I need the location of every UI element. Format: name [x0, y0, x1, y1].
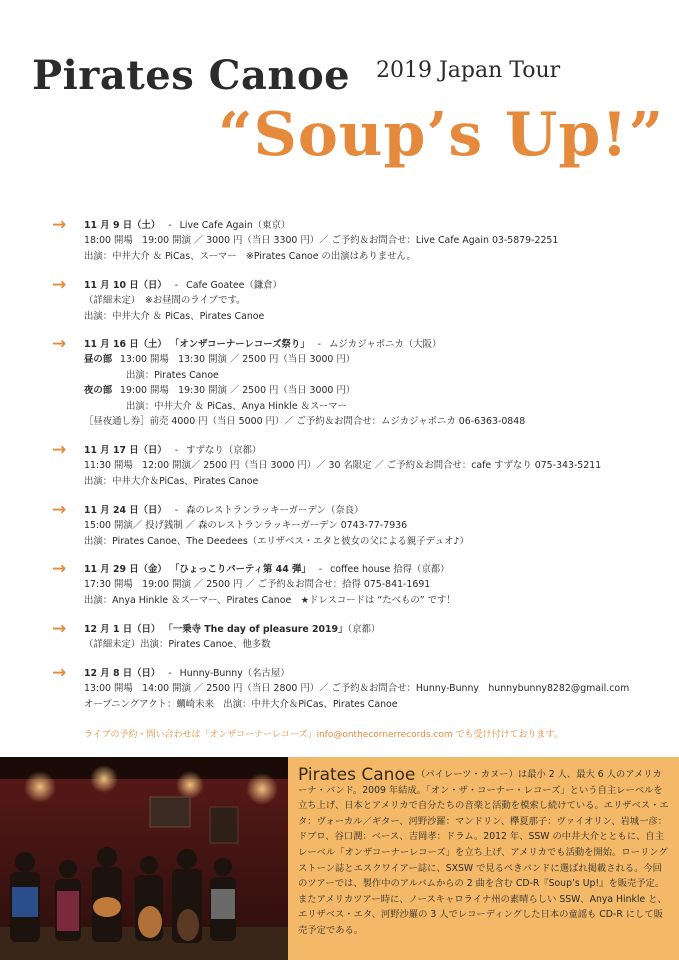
- event-name: 「一乗寺 The day of pleasure 2019」: [163, 624, 348, 635]
- band-profile: [288, 757, 679, 960]
- separator: -: [168, 668, 172, 679]
- event-line: 13:00 開場 13:30 開演 ／ 2500 円（当日 3000 円）: [120, 354, 356, 366]
- night-session-label: 夜の部: [84, 385, 113, 397]
- event-date: 12 月 1 日（日）: [84, 624, 161, 635]
- event-venue: Cafe Goatee（鎌倉）: [186, 280, 282, 291]
- event-line: 出演：中井大介 ＆ PiCas、Pirates Canoe: [84, 310, 265, 322]
- event-line: 13:00 開場 14:00 開演 ／ 2500 円（当日 2800 円）／ ご予約＆お問合せ：Hunny-Bunny hunnybunny8282@gmail.com: [84, 683, 630, 695]
- event-date: 11 月 24 日（日）: [84, 505, 167, 516]
- event-venue: すずなり（京都）: [186, 445, 262, 456]
- arrow-icon: →: [52, 440, 67, 460]
- event-line: ［昼夜通し券］前売 4000 円（当日 5000 円）／ ご予約＆お問合せ：ムジカジャポニカ 06-6363-0848: [84, 416, 526, 428]
- event-venue: （京都）: [347, 624, 381, 635]
- event-date: 12 月 8 日（日）: [84, 668, 161, 679]
- event-line: 出演：Pirates Canoe、The Deedees（エリザベス・エタと彼女の父による親子デュオ♪）: [84, 535, 469, 547]
- event-date: 11 月 17 日（日）: [84, 445, 167, 456]
- event-venue: Live Cafe Again（東京）: [179, 220, 291, 231]
- event-line: オープニングアクト：蠣崎未来 出演：中井大介＆PiCas、Pirates Canoe: [84, 698, 398, 710]
- arrow-icon: →: [52, 619, 67, 639]
- event-line: 出演：中井大介 ＆ PiCas、Anya Hinkle ＆スーマー: [126, 400, 347, 412]
- profile-title: Pirates Canoe: [298, 765, 416, 785]
- event-date: 11 月 29 日（金）: [84, 564, 167, 575]
- event-line: 出演：Pirates Canoe: [126, 369, 219, 381]
- separator: -: [174, 445, 179, 456]
- arrow-icon: →: [52, 500, 67, 520]
- event-line: 出演：中井大介 ＆ PiCas、スーマー ※Pirates Canoe の出演はありません。: [84, 250, 416, 262]
- event-line: （詳細未定） ※お昼間のライブです。: [84, 295, 246, 307]
- profile-text: （パイレーツ・カヌー）は最小 2 人、最大 6 人のアメリカーナ・バンド。2009 年結成。「オン・ザ・コーナー・レコーズ」という自主レーベルを立ち上げ、日本とアメリカで自分たちの音楽と活動を模索し続けている。エリザベス・エタ：ヴォーカル／ギター、河野沙羅：マンドリン、欅夏那子：ヴァイオリン、岩城一彦：ドブロ、谷口潤：ベース、吉岡孝：ドラム。2012 年、SSW の中井大介とともに、自主レーベル「オンザコーナーレコーズ」を立ち上げ、アメリカでも活動を開始。ローリングストーン誌とエスクワイアー誌に、SXSW で見るべきバンドに選ばれ掲載される。今回のツアーでは、製作中のアルバムからの 2 曲を含む CD-R『Soup’s Up!』を販売予定。またアメリカツアー時に、ノースキャロライナ州の素晴らしい SSW、Anya Hinkle と、エリザベス・エタ、河野沙羅の 3 人でレコーディングした日本の童謡も CD-R にして販売予定である。: [298, 769, 669, 936]
- tour-title: “Soup’s Up!”: [218, 100, 665, 170]
- separator: -: [174, 280, 179, 291]
- separator: -: [174, 505, 179, 516]
- arrow-icon: →: [52, 663, 67, 683]
- event-venue: coffee house 拾得（京都）: [330, 564, 450, 575]
- event-line: 18:00 開場 19:00 開演 ／ 3000 円（当日 3300 円）／ ご予約＆お問合せ：Live Cafe Again 03-5879-2251: [84, 235, 559, 247]
- event-line: 17:30 開場 19:00 開演 ／ 2500 円 ／ ご予約＆お問合せ：拾得 075-841-1691: [84, 579, 431, 591]
- arrow-icon: →: [52, 215, 67, 235]
- arrow-icon: →: [52, 559, 67, 579]
- separator: -: [317, 339, 322, 350]
- band-photo-illustration: [0, 757, 288, 960]
- day-session-label: 昼の部: [84, 354, 113, 366]
- contact-note: ライブの予約・問い合わせは「オンザコーナーレコーズ」info@onthecornerrecords.com でも受け付けております。: [84, 730, 563, 740]
- band-name: Pirates Canoe: [32, 52, 351, 99]
- event-date: 11 月 9 日（土）: [84, 220, 161, 231]
- event-venue: Hunny-Bunny（名古屋）: [179, 668, 290, 679]
- event-line: 11:30 開場 12:00 開演／ 2500 円（当日 3000 円）／ 30 名限定 ／ ご予約＆お問合せ：cafe すずなり 075-343-5211: [84, 460, 602, 472]
- event-date: 11 月 16 日（土）: [84, 339, 167, 350]
- band-photo: [0, 757, 288, 960]
- event-venue: ムジカジャポニカ（大阪）: [329, 339, 442, 350]
- header: [0, 0, 679, 215]
- separator: -: [168, 220, 172, 231]
- event-line: 19:00 開場 19:30 開演 ／ 2500 円（当日 3000 円）: [120, 385, 356, 397]
- event-venue: 森のレストランラッキーガーデン（奈良）: [186, 505, 364, 516]
- tour-subtitle: 2019 Japan Tour: [376, 58, 561, 83]
- event-line: （詳細未定）出演：Pirates Canoe、他多数: [84, 639, 271, 651]
- separator: -: [318, 564, 323, 575]
- arrow-icon: →: [52, 334, 67, 354]
- event-date: 11 月 10 日（日）: [84, 280, 167, 291]
- event-name: 「オンザコーナーレコーズ祭り」: [170, 339, 310, 350]
- event-line: 出演：中井大介＆PiCas、Pirates Canoe: [84, 475, 259, 487]
- event-name: 「ひょっこりパーティ第 44 弾」: [170, 564, 311, 575]
- event-line: 15:00 開演／ 投げ銭制 ／ 森のレストランラッキーガーデン 0743-77-7936: [84, 520, 408, 532]
- arrow-icon: →: [52, 275, 67, 295]
- event-line: 出演：Anya Hinkle ＆スーマー、Pirates Canoe ★ドレスコードは “たべもの” です！: [84, 594, 456, 606]
